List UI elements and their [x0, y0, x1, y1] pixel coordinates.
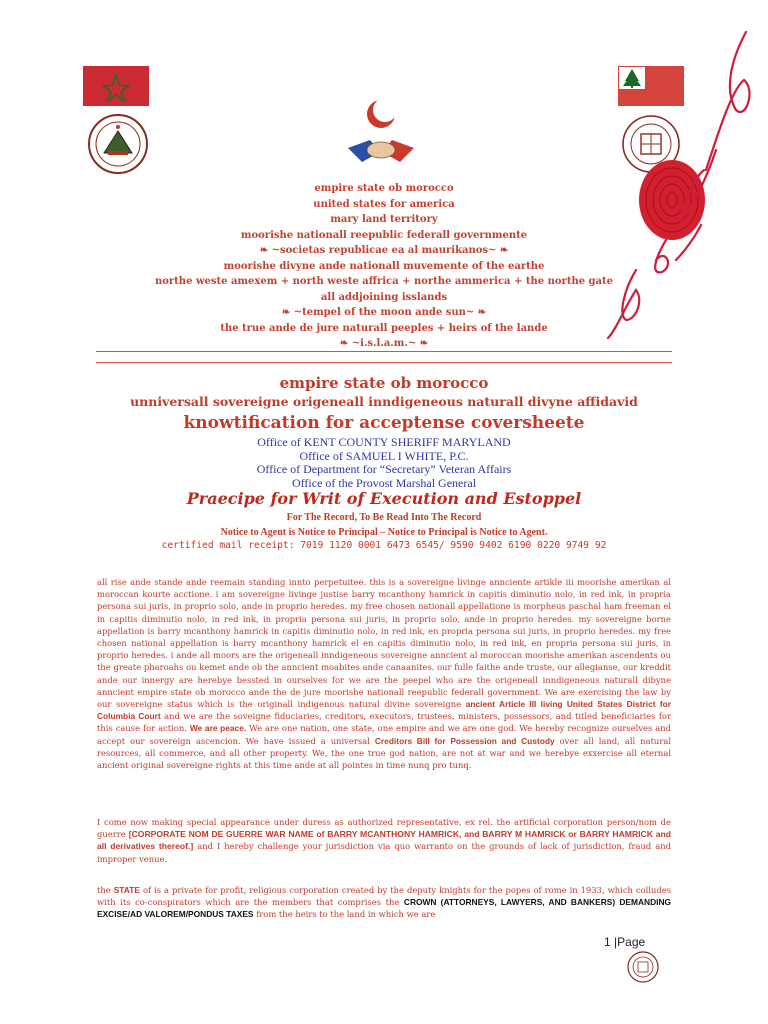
body-paragraph-1 — [97, 576, 671, 771]
header-line: the true ande de jure naturall peeples + heirs of the lande — [220, 322, 548, 334]
praecipe-line: For The Record, To Be Read Into The Record — [286, 512, 482, 523]
body-paragraph-2 — [97, 816, 671, 865]
header-line: all addjoining isslands — [320, 291, 448, 303]
body-text: of is a private for profit, religious corporation created by the deputy knights for the popes of rome in 1933, which colludes with its co-conspirators which are the members that comprises the — [97, 885, 672, 908]
body-bold-text: Creditors Bill for Possession and Custody — [374, 735, 555, 746]
body-bold-text: STATE — [113, 885, 140, 895]
divider-rule — [96, 362, 672, 363]
body-text: the — [97, 885, 111, 895]
crescent-handshake-icon — [340, 92, 422, 174]
header-line: moorishe nationall reepublic federall governmente — [240, 229, 528, 241]
header-line: empire state ob morocco — [314, 183, 454, 194]
office-line: Office of SAMUEL I WHITE, P.C. — [299, 448, 469, 463]
office-line: Office of Department for “Secretary” Veteran Affairs — [256, 462, 512, 476]
header-block — [0, 181, 768, 352]
header-line: northe weste amexem + north weste affrica + northe ammerica + the northe gate — [154, 276, 614, 287]
body-bold-text: We are peace. — [189, 723, 247, 734]
office-list — [0, 436, 768, 490]
pentagram-icon — [83, 66, 149, 106]
body-text: from the heirs to the land in which we are — [256, 909, 436, 920]
page-number: 1 — [604, 935, 611, 949]
praecipe-title: Praecipe for Writ of Execution and Estoppel — [186, 489, 582, 508]
body-text: We are one nation, one state, one empire and we are one god. We hereby recognize ourselves and accept our sovereign ascencion. We have issued a universal — [97, 723, 671, 746]
notice-title: knowtification for acceptense coversheete — [183, 413, 585, 433]
header-line: ❧ ~tempel of the moon ande sun~ ❧ — [281, 307, 487, 318]
body-paragraph-3 — [97, 884, 671, 921]
divider-rule — [96, 351, 672, 352]
mail-receipt: certified mail receipt: 7019 1120 0001 6473 6545/ 9590 9402 6190 0220 9749 92 — [161, 540, 607, 551]
body-text: and we are the soveigne fiduciaries, creditors, executors, trustees, ministers, possessors, and titled beneficiaries for this cause for action. — [97, 711, 671, 734]
body-bold-text: ancient Article III living United States District for Columbia Court — [97, 699, 671, 722]
seal-icon — [626, 950, 660, 984]
body-bold-text: CROWN (ATTORNEYS, LAWYERS, AND BANKERS) DEMANDING EXCISE/AD VALOREM/PONDUS TAXES — [97, 897, 672, 920]
body-text: I come now making special appearance under duress as authorized representative, ex rel. the artificial corporation person/nom de guerre — [97, 817, 671, 840]
left-seal — [86, 113, 150, 175]
footer-seal — [626, 950, 660, 984]
header-line: ❧ ~i.s.l.a.m.~ ❧ — [339, 338, 429, 349]
seal-icon — [86, 113, 150, 175]
page-separator: | — [614, 935, 618, 949]
main-title: empire state ob morocco — [279, 374, 489, 392]
page-label: Page — [617, 935, 646, 949]
subtitle: unniversall sovereigne origeneall inndigeneous naturall divyne affidavid — [130, 394, 638, 409]
office-line: Office of KENT COUNTY SHERIFF MARYLAND — [257, 435, 511, 449]
praecipe-line: Notice to Agent is Notice to Principal – Notice to Principal is Notice to Agent. — [220, 527, 548, 538]
emblem — [340, 92, 422, 174]
body-text: and I hereby challenge your jurisdiction via quo warranto on the grounds of lack of jurisdiction, fraud and improper venue. — [97, 841, 671, 864]
office-line: Office of the Provost Marshal General — [291, 475, 477, 490]
header-line: moorishe divyne ande nationall muvemente of the earthe — [223, 260, 545, 272]
body-text: over all land, all natural resources, all commerce, and all other property. We, the one true god nation, are not at war and we herebye exxercise all eternal ancient original sovereigne rights at this time ande at all pointes in time nunq pro tunq. — [97, 735, 672, 771]
header-line: mary land territory — [330, 214, 438, 225]
page-footer — [604, 935, 645, 949]
body-bold-text: [CORPORATE NOM DE GUERRE WAR NAME of BARRY MCANTHONY HAMRICK, and BARRY M HAMRICK or BARRY HAMRICK and all derivatives thereof.] — [97, 829, 671, 852]
header-line: ❧ ~societas republicae ea al maurikanos~ ❧ — [259, 245, 509, 256]
morocco-flag — [83, 66, 149, 106]
header-line: united states for america — [313, 198, 455, 210]
body-text: all rise ande stande ande reemain standing innto perpetuitee. this is a sovereigne livinge annciente artikle iii moorishe amerikan al moroccan kourte acctione. i am sovereigne livinge justise barry mcanthony hamrick in capitis diminutio nolo, in red ink, in propria persona sui juris, in proprio solo, ande in proprio heredes. my free chosen nationall appellatione is morpheus paschal ham freeman el in capitis diminutio nolo, in red ink, in propria persona sui juris, in proprio solo, ande in proprio heredes. my sovereigne borne appellation is barry mcanthony hamrick in capitis diminutio nolo, in red ink, en propria persona sui juris, in proprio heredes. my free chosen national appellation is barry mcanthony hamrick el en capitis diminutio nolo, in red ink, en propria persona sui juris, in proprio heredes. i ande all moors are the origeneall inndigeneous sovereigne anncient al moroccan moorishe amerikan ascendents ou the greate pharoahs ou kemet ande ob the anncient moabites ande canaanites. our fulle faithe ande truste, our allegianse, our kreddit ande our innergy are herebye bessted in ourselves for we are the peepel who are the origeneall inndigeneous naturall dibyne anncient empire state ob morocco ande the de jure moorishe nationall reepublic federall government. We are exercising the law by our sovereigne status which is the originall indigenous natural divine sovereigne — [97, 577, 671, 710]
